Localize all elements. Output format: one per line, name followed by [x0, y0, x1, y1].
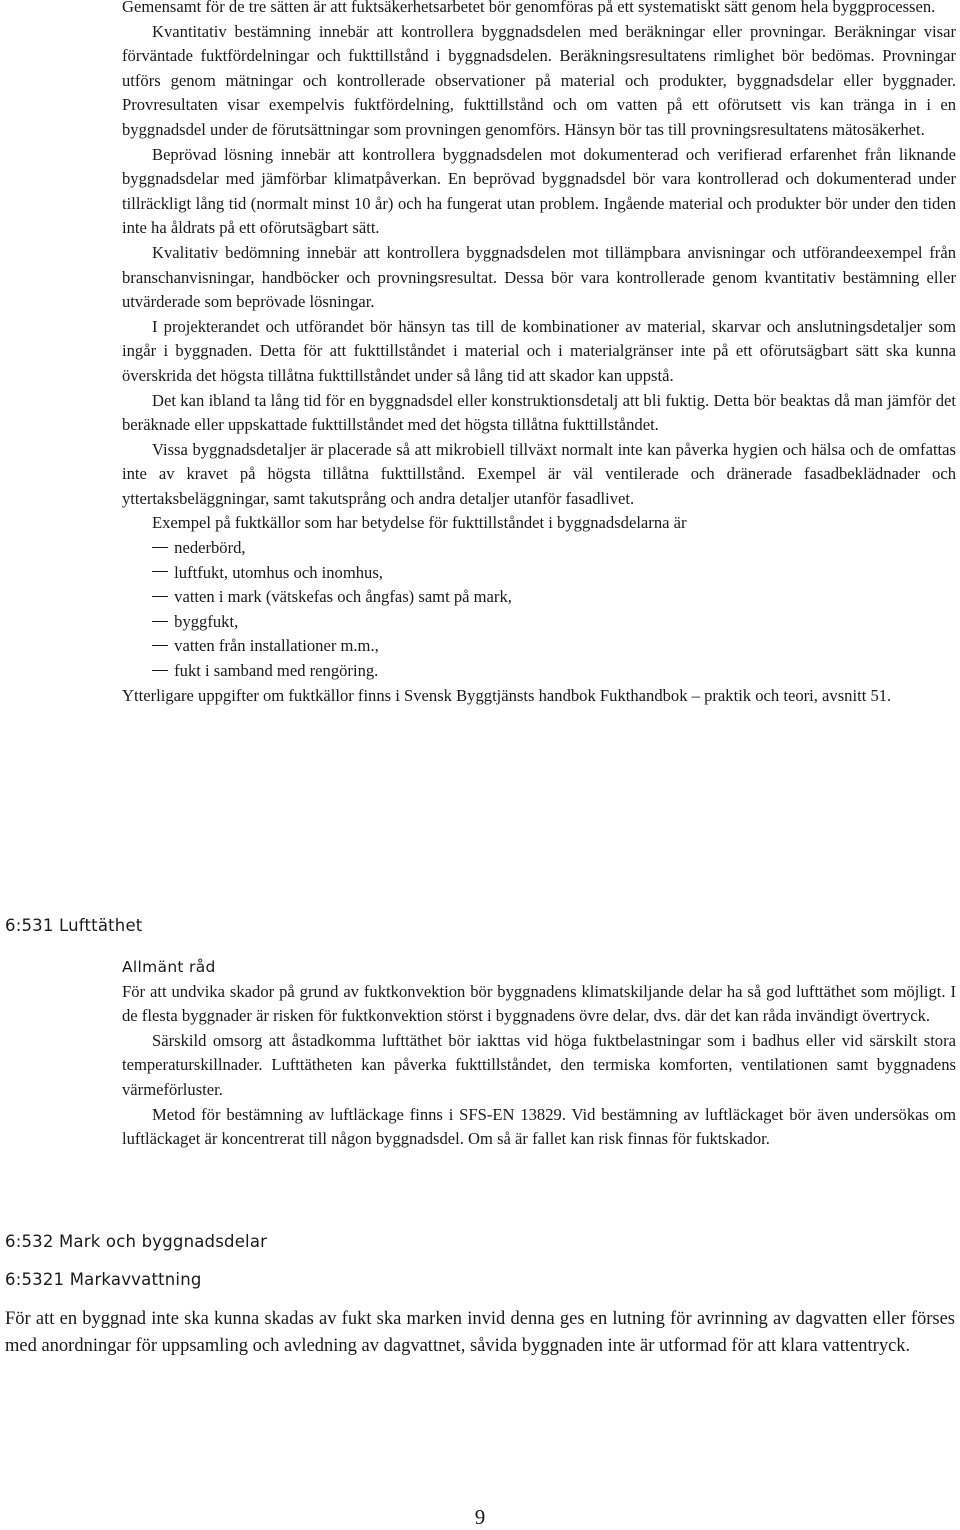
paragraph: För att en byggnad inte ska kunna skadas av fukt ska marken invid denna ges en lutning för avrinning av dagvatten eller förses med anordningar för uppsamling och avledning av dagvattnet, såvida byggnaden inte är utformad för att klara vattentryck. — [5, 1309, 955, 1357]
list-item: fukt i samband med rengöring. — [122, 659, 956, 684]
paragraph: Beprövad lösning innebär att kontrollera byggnadsdelen mot dokumenterad och verifierad erfarenhet från liknande byggnadsdelar med jämförbar klimatpåverkan. En beprövad byggnadsdel bör vara kontrollerad och dokumenterad under tillräckligt lång tid (normalt minst 10 år) och ha fungerat utan problem. Ingående material och produkter bör under den tiden inte ha åldrats på ett oförutsägbart sätt. — [122, 144, 956, 238]
paragraph: Särskild omsorg att åstadkomma lufttäthet bör iakttas vid höga fuktbelastningar som i badhus eller vid särskilt stora temperaturskillnader. Lufttätheten kan påverka fukttillståndet, den termiska komforten, ventilationen samt byggnadens värmeförluster. — [122, 1030, 956, 1099]
moisture-section — [122, 0, 956, 708]
paragraph: Gemensamt för de tre sätten är att fuktsäkerhetsarbetet bör genomföras på ett systematiskt sätt genom hela byggprocessen. — [122, 0, 936, 16]
airtightness-section — [122, 955, 956, 1152]
section-heading-532: 6:532 Mark och byggnadsdelar — [5, 1232, 268, 1251]
page-number: 9 — [474, 1505, 486, 1529]
paragraph: I projekterandet och utförandet bör hänsyn tas till de kombinationer av material, skarvar och anslutningsdetaljer som ingår i byggnaden. Detta för att fukttillståndet i material och i materialgränser inte på ett oförutsägbart sätt ska kunna överskrida det högsta tillåtna fukttillståndet under så lång tid att skador kan uppstå. — [122, 316, 956, 385]
paragraph: För att undvika skador på grund av fuktkonvektion bör byggnadens klimatskiljande delar ha så god lufttäthet som möjligt. I de flesta byggnader är risken för fuktkonvektion störst i byggnadens övre delar, dvs. där det kan råda invändigt övertryck. — [122, 981, 956, 1026]
list-item: nederbörd, — [122, 536, 956, 561]
moisture-source-list — [122, 536, 956, 684]
dash-bullet — [152, 547, 168, 548]
closing-paragraph: Ytterligare uppgifter om fuktkällor finns i Svensk Byggtjänsts handbok Fukthandbok – praktik och teori, avsnitt 51. — [122, 685, 892, 705]
list-item: byggfukt, — [122, 610, 956, 635]
section-heading-5321: 6:5321 Markavvattning — [5, 1270, 202, 1289]
section-heading-531: 6:531 Lufttäthet — [5, 916, 143, 935]
dash-bullet — [152, 621, 168, 622]
dash-bullet — [152, 670, 168, 671]
paragraph: Kvantitativ bestämning innebär att kontrollera byggnadsdelen med beräkningar eller provningar. Beräkningar visar förväntade fuktfördelningar och fukttillstånd i byggnadsdelen. Beräkningsresultatens rimlighet bör bedömas. Provningar utförs genom mätningar och kontrollerade observationer på material och produkter, byggnadsdelar eller byggnader. Provresultaten visar exempelvis fuktfördelning, fukttillstånd och om vatten på ett oförutsett vis kan tränga in i en byggnadsdel under de förutsättningar som provningen genomförs. Hänsyn bör tas till provningsresultatens mätosäkerhet. — [122, 21, 956, 139]
paragraph: Exempel på fuktkällor som har betydelse för fukttillståndet i byggnadsdelarna är — [152, 513, 687, 533]
list-item: luftfukt, utomhus och inomhus, — [122, 561, 956, 586]
paragraph: Det kan ibland ta lång tid för en byggnadsdel eller konstruktionsdetalj att bli fuktig. Detta bör beaktas då man jämför det beräknade eller uppskattade fukttillståndet med det högsta tillåtna fukttillståndet. — [122, 390, 956, 435]
drainage-section — [5, 1306, 955, 1361]
list-item: vatten i mark (vätskefas och ångfas) samt på mark, — [122, 585, 956, 610]
paragraph: Kvalitativ bedömning innebär att kontrollera byggnadsdelen mot tillämpbara anvisningar och utförandeexempel från branschanvisningar, handböcker och provningsresultat. Dessa bör vara kontrollerade genom kvantitativ bestämning eller utvärderade som beprövade lösningar. — [122, 242, 956, 312]
paragraph: Vissa byggnadsdetaljer är placerade så att mikrobiell tillväxt normalt inte kan påverka hygien och hälsa och de omfattas inte av kravet på högsta tillåtna fukttillstånd. Exempel är väl ventilerade och dränerade fasadbeklädnader och yttertaksbeläggningar, samt takutsprång och andra detaljer utanför fasadlivet. — [122, 439, 956, 508]
paragraph: Metod för bestämning av luftläckage finns i SFS-EN 13829. Vid bestämning av luftläckaget bör även undersökas om luftläckaget är koncentrerat till någon byggnadsdel. Om så är fallet kan risk finnas för fuktskador. — [122, 1104, 956, 1149]
dash-bullet — [152, 596, 168, 597]
general-advice-label: Allmänt råd — [122, 958, 216, 976]
dash-bullet — [152, 645, 168, 646]
list-item: vatten från installationer m.m., — [122, 634, 956, 659]
dash-bullet — [152, 571, 168, 572]
